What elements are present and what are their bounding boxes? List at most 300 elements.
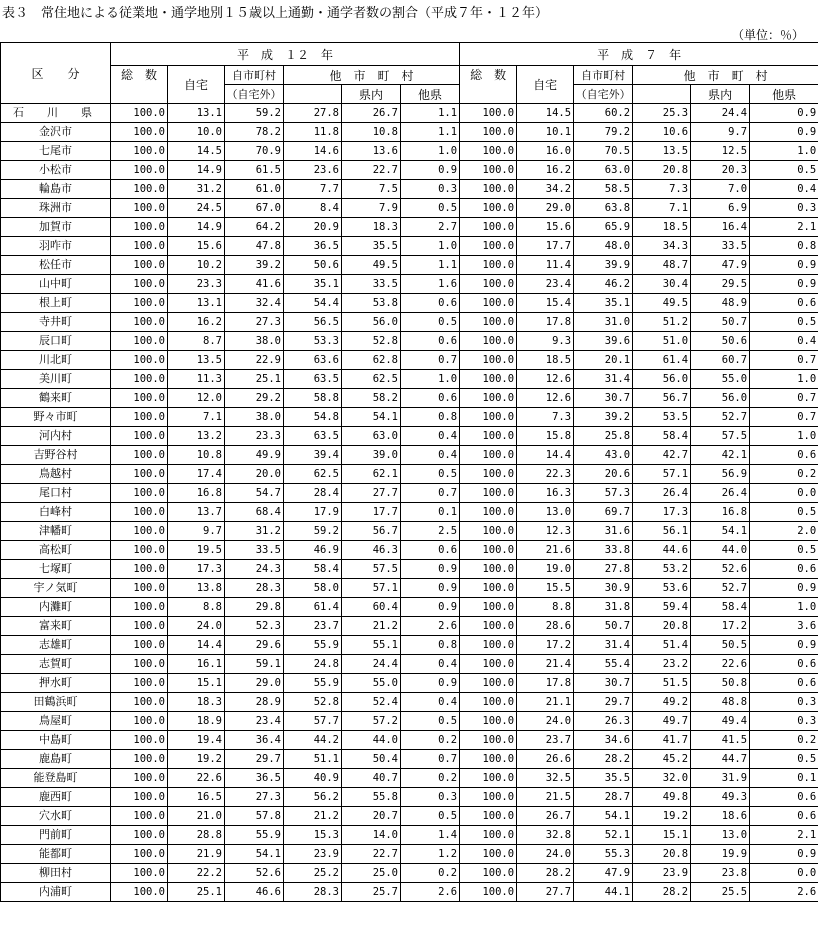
- value-cell: 34.6: [574, 731, 633, 750]
- value-cell: 55.9: [225, 826, 284, 845]
- header-total-h7: 総 数: [460, 66, 517, 104]
- value-cell: 100.0: [460, 883, 517, 902]
- value-cell: 100.0: [111, 807, 168, 826]
- value-cell: 100.0: [111, 237, 168, 256]
- value-cell: 23.2: [633, 655, 691, 674]
- row-name-cell: 内灘町: [1, 598, 111, 617]
- value-cell: 31.2: [225, 522, 284, 541]
- value-cell: 100.0: [460, 826, 517, 845]
- value-cell: 0.4: [750, 332, 818, 351]
- value-cell: 1.0: [750, 427, 818, 446]
- value-cell: 100.0: [460, 769, 517, 788]
- value-cell: 1.0: [750, 598, 818, 617]
- value-cell: 0.4: [750, 180, 818, 199]
- value-cell: 100.0: [111, 693, 168, 712]
- value-cell: 0.7: [750, 389, 818, 408]
- value-cell: 24.0: [517, 845, 574, 864]
- value-cell: 21.5: [517, 788, 574, 807]
- value-cell: 100.0: [111, 484, 168, 503]
- table-header: [1, 43, 818, 104]
- table-row: [1, 560, 818, 579]
- value-cell: 100.0: [111, 180, 168, 199]
- value-cell: 10.6: [633, 123, 691, 142]
- row-name-cell: 七尾市: [1, 142, 111, 161]
- value-cell: 43.0: [574, 446, 633, 465]
- value-cell: 53.2: [633, 560, 691, 579]
- value-cell: 0.2: [401, 864, 460, 883]
- value-cell: 100.0: [460, 712, 517, 731]
- value-cell: 26.4: [633, 484, 691, 503]
- value-cell: 0.2: [401, 731, 460, 750]
- value-cell: 52.7: [691, 408, 750, 427]
- value-cell: 44.7: [691, 750, 750, 769]
- value-cell: 39.4: [284, 446, 342, 465]
- value-cell: 14.0: [342, 826, 401, 845]
- value-cell: 47.9: [574, 864, 633, 883]
- value-cell: 16.1: [168, 655, 225, 674]
- value-cell: 20.9: [284, 218, 342, 237]
- value-cell: 39.0: [342, 446, 401, 465]
- row-name-cell: 鳥越村: [1, 465, 111, 484]
- value-cell: 100.0: [460, 237, 517, 256]
- value-cell: 0.6: [750, 655, 818, 674]
- table-row: [1, 636, 818, 655]
- row-name-cell: 田鶴浜町: [1, 693, 111, 712]
- value-cell: 59.2: [225, 104, 284, 123]
- value-cell: 100.0: [111, 883, 168, 902]
- value-cell: 2.6: [401, 617, 460, 636]
- value-cell: 0.5: [750, 313, 818, 332]
- header-other-blank-h7: [633, 85, 691, 104]
- value-cell: 2.7: [401, 218, 460, 237]
- value-cell: 63.6: [284, 351, 342, 370]
- value-cell: 0.5: [401, 712, 460, 731]
- value-cell: 58.0: [284, 579, 342, 598]
- value-cell: 10.8: [342, 123, 401, 142]
- value-cell: 16.8: [691, 503, 750, 522]
- value-cell: 27.8: [284, 104, 342, 123]
- row-name-cell: 金沢市: [1, 123, 111, 142]
- header-own-city-sub-h7: （自宅外）: [574, 85, 633, 104]
- value-cell: 7.1: [633, 199, 691, 218]
- value-cell: 55.0: [342, 674, 401, 693]
- value-cell: 35.5: [342, 237, 401, 256]
- value-cell: 13.1: [168, 294, 225, 313]
- value-cell: 28.9: [225, 693, 284, 712]
- row-name-cell: 尾口村: [1, 484, 111, 503]
- value-cell: 30.7: [574, 389, 633, 408]
- table-row: [1, 351, 818, 370]
- value-cell: 21.4: [517, 655, 574, 674]
- value-cell: 59.2: [284, 522, 342, 541]
- value-cell: 41.5: [691, 731, 750, 750]
- value-cell: 12.6: [517, 370, 574, 389]
- value-cell: 25.2: [284, 864, 342, 883]
- value-cell: 25.7: [342, 883, 401, 902]
- value-cell: 54.7: [225, 484, 284, 503]
- value-cell: 100.0: [460, 427, 517, 446]
- value-cell: 58.4: [284, 560, 342, 579]
- row-name-cell: 七塚町: [1, 560, 111, 579]
- value-cell: 45.2: [633, 750, 691, 769]
- value-cell: 50.8: [691, 674, 750, 693]
- value-cell: 0.6: [401, 541, 460, 560]
- value-cell: 53.3: [284, 332, 342, 351]
- row-name-cell: 押水町: [1, 674, 111, 693]
- value-cell: 100.0: [460, 541, 517, 560]
- value-cell: 19.5: [168, 541, 225, 560]
- value-cell: 100.0: [111, 845, 168, 864]
- value-cell: 15.1: [168, 674, 225, 693]
- value-cell: 23.9: [284, 845, 342, 864]
- table-row: [1, 465, 818, 484]
- value-cell: 11.4: [517, 256, 574, 275]
- value-cell: 7.3: [517, 408, 574, 427]
- value-cell: 54.4: [284, 294, 342, 313]
- value-cell: 63.0: [342, 427, 401, 446]
- value-cell: 20.7: [342, 807, 401, 826]
- value-cell: 26.4: [691, 484, 750, 503]
- value-cell: 24.8: [284, 655, 342, 674]
- value-cell: 47.9: [691, 256, 750, 275]
- value-cell: 25.8: [574, 427, 633, 446]
- row-name-cell: 河内村: [1, 427, 111, 446]
- value-cell: 63.8: [574, 199, 633, 218]
- value-cell: 42.7: [633, 446, 691, 465]
- value-cell: 18.5: [633, 218, 691, 237]
- value-cell: 38.0: [225, 408, 284, 427]
- value-cell: 28.2: [517, 864, 574, 883]
- value-cell: 22.3: [517, 465, 574, 484]
- value-cell: 0.4: [401, 427, 460, 446]
- value-cell: 48.8: [691, 693, 750, 712]
- value-cell: 63.0: [574, 161, 633, 180]
- value-cell: 55.1: [342, 636, 401, 655]
- value-cell: 13.8: [168, 579, 225, 598]
- value-cell: 0.6: [750, 807, 818, 826]
- value-cell: 100.0: [460, 465, 517, 484]
- value-cell: 10.0: [168, 123, 225, 142]
- value-cell: 54.1: [342, 408, 401, 427]
- value-cell: 17.4: [168, 465, 225, 484]
- unit-label: （単位：％）: [731, 28, 804, 42]
- value-cell: 100.0: [460, 484, 517, 503]
- value-cell: 21.1: [517, 693, 574, 712]
- header-year-h12: 平 成 １２ 年: [111, 43, 460, 66]
- value-cell: 17.2: [517, 636, 574, 655]
- value-cell: 16.5: [168, 788, 225, 807]
- value-cell: 33.8: [574, 541, 633, 560]
- value-cell: 13.7: [168, 503, 225, 522]
- value-cell: 100.0: [111, 541, 168, 560]
- value-cell: 23.4: [225, 712, 284, 731]
- value-cell: 100.0: [111, 199, 168, 218]
- value-cell: 49.2: [633, 693, 691, 712]
- value-cell: 100.0: [460, 864, 517, 883]
- value-cell: 100.0: [460, 408, 517, 427]
- table-row: [1, 294, 818, 313]
- table-row: [1, 788, 818, 807]
- value-cell: 33.5: [691, 237, 750, 256]
- value-cell: 54.8: [284, 408, 342, 427]
- value-cell: 35.1: [574, 294, 633, 313]
- value-cell: 7.7: [284, 180, 342, 199]
- table-row: [1, 370, 818, 389]
- row-name-cell: 寺井町: [1, 313, 111, 332]
- value-cell: 38.0: [225, 332, 284, 351]
- value-cell: 31.0: [574, 313, 633, 332]
- value-cell: 100.0: [460, 598, 517, 617]
- value-cell: 100.0: [460, 579, 517, 598]
- value-cell: 100.0: [460, 636, 517, 655]
- value-cell: 2.0: [750, 522, 818, 541]
- value-cell: 20.8: [633, 845, 691, 864]
- value-cell: 100.0: [460, 788, 517, 807]
- row-name-cell: 鹿島町: [1, 750, 111, 769]
- table-row: [1, 712, 818, 731]
- table-row: [1, 218, 818, 237]
- row-name-cell: 志雄町: [1, 636, 111, 655]
- value-cell: 0.6: [401, 294, 460, 313]
- table-row: [1, 446, 818, 465]
- value-cell: 15.6: [168, 237, 225, 256]
- value-cell: 16.2: [517, 161, 574, 180]
- value-cell: 46.6: [225, 883, 284, 902]
- value-cell: 100.0: [111, 142, 168, 161]
- value-cell: 46.3: [342, 541, 401, 560]
- value-cell: 15.8: [517, 427, 574, 446]
- value-cell: 59.1: [225, 655, 284, 674]
- row-name-cell: 能都町: [1, 845, 111, 864]
- table-row: [1, 142, 818, 161]
- value-cell: 40.7: [342, 769, 401, 788]
- value-cell: 46.9: [284, 541, 342, 560]
- value-cell: 14.5: [517, 104, 574, 123]
- value-cell: 32.8: [517, 826, 574, 845]
- table-row: [1, 731, 818, 750]
- row-name-cell: 鹿西町: [1, 788, 111, 807]
- row-name-cell: 高松町: [1, 541, 111, 560]
- value-cell: 22.2: [168, 864, 225, 883]
- value-cell: 52.8: [284, 693, 342, 712]
- value-cell: 100.0: [111, 294, 168, 313]
- table-row: [1, 123, 818, 142]
- row-name-cell: 加賀市: [1, 218, 111, 237]
- value-cell: 2.5: [401, 522, 460, 541]
- value-cell: 16.3: [517, 484, 574, 503]
- value-cell: 32.4: [225, 294, 284, 313]
- value-cell: 46.2: [574, 275, 633, 294]
- value-cell: 56.1: [633, 522, 691, 541]
- value-cell: 0.7: [750, 351, 818, 370]
- value-cell: 9.3: [517, 332, 574, 351]
- value-cell: 1.1: [401, 123, 460, 142]
- value-cell: 57.7: [284, 712, 342, 731]
- value-cell: 57.8: [225, 807, 284, 826]
- value-cell: 23.7: [517, 731, 574, 750]
- row-name-cell: 野々市町: [1, 408, 111, 427]
- value-cell: 70.9: [225, 142, 284, 161]
- value-cell: 7.0: [691, 180, 750, 199]
- table-row: [1, 845, 818, 864]
- value-cell: 100.0: [460, 845, 517, 864]
- value-cell: 8.7: [168, 332, 225, 351]
- value-cell: 55.8: [342, 788, 401, 807]
- value-cell: 58.2: [342, 389, 401, 408]
- header-own-city-h7: 自市町村: [574, 66, 633, 85]
- header-other-h7: 他 市 町 村: [633, 66, 818, 85]
- value-cell: 7.5: [342, 180, 401, 199]
- value-cell: 57.5: [691, 427, 750, 446]
- table-row: [1, 674, 818, 693]
- value-cell: 100.0: [111, 769, 168, 788]
- value-cell: 9.7: [168, 522, 225, 541]
- value-cell: 1.0: [750, 142, 818, 161]
- value-cell: 100.0: [111, 370, 168, 389]
- value-cell: 0.4: [401, 446, 460, 465]
- value-cell: 17.3: [633, 503, 691, 522]
- value-cell: 61.5: [225, 161, 284, 180]
- value-cell: 51.2: [633, 313, 691, 332]
- header-home-h7: 自宅: [517, 66, 574, 104]
- value-cell: 56.7: [633, 389, 691, 408]
- table-row: [1, 389, 818, 408]
- table-row: [1, 408, 818, 427]
- value-cell: 17.8: [517, 674, 574, 693]
- row-name-cell: 輪島市: [1, 180, 111, 199]
- value-cell: 48.9: [691, 294, 750, 313]
- value-cell: 62.8: [342, 351, 401, 370]
- value-cell: 17.2: [691, 617, 750, 636]
- value-cell: 0.4: [401, 655, 460, 674]
- value-cell: 18.9: [168, 712, 225, 731]
- value-cell: 39.2: [574, 408, 633, 427]
- value-cell: 19.2: [168, 750, 225, 769]
- value-cell: 100.0: [460, 313, 517, 332]
- table-row: [1, 161, 818, 180]
- row-name-cell: 志賀町: [1, 655, 111, 674]
- value-cell: 12.3: [517, 522, 574, 541]
- value-cell: 0.9: [750, 845, 818, 864]
- value-cell: 29.7: [574, 693, 633, 712]
- value-cell: 24.0: [168, 617, 225, 636]
- value-cell: 0.6: [750, 560, 818, 579]
- value-cell: 0.6: [401, 332, 460, 351]
- header-other-pref-h12: 他県: [401, 85, 460, 104]
- row-name-cell: 中島町: [1, 731, 111, 750]
- value-cell: 52.1: [574, 826, 633, 845]
- value-cell: 14.6: [284, 142, 342, 161]
- value-cell: 12.6: [517, 389, 574, 408]
- value-cell: 13.1: [168, 104, 225, 123]
- value-cell: 1.0: [750, 370, 818, 389]
- value-cell: 100.0: [460, 351, 517, 370]
- value-cell: 8.4: [284, 199, 342, 218]
- value-cell: 31.6: [574, 522, 633, 541]
- value-cell: 68.4: [225, 503, 284, 522]
- value-cell: 62.5: [284, 465, 342, 484]
- value-cell: 1.2: [401, 845, 460, 864]
- table-row: [1, 503, 818, 522]
- row-name-cell: 美川町: [1, 370, 111, 389]
- value-cell: 9.7: [691, 123, 750, 142]
- value-cell: 0.0: [750, 864, 818, 883]
- value-cell: 100.0: [111, 256, 168, 275]
- value-cell: 0.9: [401, 598, 460, 617]
- value-cell: 21.2: [342, 617, 401, 636]
- value-cell: 52.6: [225, 864, 284, 883]
- header-home-h12: 自宅: [168, 66, 225, 104]
- value-cell: 1.0: [401, 142, 460, 161]
- value-cell: 100.0: [111, 579, 168, 598]
- value-cell: 31.8: [574, 598, 633, 617]
- row-name-cell: 松任市: [1, 256, 111, 275]
- value-cell: 0.1: [750, 769, 818, 788]
- value-cell: 0.5: [750, 503, 818, 522]
- value-cell: 0.5: [401, 465, 460, 484]
- value-cell: 17.7: [342, 503, 401, 522]
- value-cell: 8.8: [517, 598, 574, 617]
- value-cell: 16.4: [691, 218, 750, 237]
- value-cell: 100.0: [460, 731, 517, 750]
- value-cell: 100.0: [111, 655, 168, 674]
- value-cell: 21.2: [284, 807, 342, 826]
- value-cell: 14.4: [517, 446, 574, 465]
- value-cell: 29.6: [225, 636, 284, 655]
- value-cell: 0.9: [401, 674, 460, 693]
- value-cell: 100.0: [111, 788, 168, 807]
- value-cell: 34.2: [517, 180, 574, 199]
- table-row: [1, 655, 818, 674]
- value-cell: 0.9: [750, 104, 818, 123]
- value-cell: 51.4: [633, 636, 691, 655]
- value-cell: 26.3: [574, 712, 633, 731]
- value-cell: 41.6: [225, 275, 284, 294]
- value-cell: 57.5: [342, 560, 401, 579]
- value-cell: 20.8: [633, 161, 691, 180]
- value-cell: 0.5: [401, 199, 460, 218]
- value-cell: 20.8: [633, 617, 691, 636]
- value-cell: 100.0: [111, 731, 168, 750]
- value-cell: 7.1: [168, 408, 225, 427]
- value-cell: 58.5: [574, 180, 633, 199]
- value-cell: 14.4: [168, 636, 225, 655]
- value-cell: 56.0: [633, 370, 691, 389]
- value-cell: 10.1: [517, 123, 574, 142]
- value-cell: 44.6: [633, 541, 691, 560]
- value-cell: 0.7: [401, 750, 460, 769]
- table-row: [1, 237, 818, 256]
- data-table: [0, 42, 818, 902]
- value-cell: 56.0: [691, 389, 750, 408]
- value-cell: 19.0: [517, 560, 574, 579]
- value-cell: 28.7: [574, 788, 633, 807]
- value-cell: 0.8: [750, 237, 818, 256]
- header-own-city-h12: 自市町村: [225, 66, 284, 85]
- value-cell: 100.0: [111, 598, 168, 617]
- value-cell: 0.5: [750, 541, 818, 560]
- row-name-cell: 鶴来町: [1, 389, 111, 408]
- value-cell: 63.5: [284, 370, 342, 389]
- value-cell: 52.3: [225, 617, 284, 636]
- value-cell: 35.1: [284, 275, 342, 294]
- value-cell: 51.0: [633, 332, 691, 351]
- value-cell: 0.3: [750, 712, 818, 731]
- table-row: [1, 864, 818, 883]
- value-cell: 100.0: [111, 636, 168, 655]
- value-cell: 20.0: [225, 465, 284, 484]
- value-cell: 0.9: [750, 123, 818, 142]
